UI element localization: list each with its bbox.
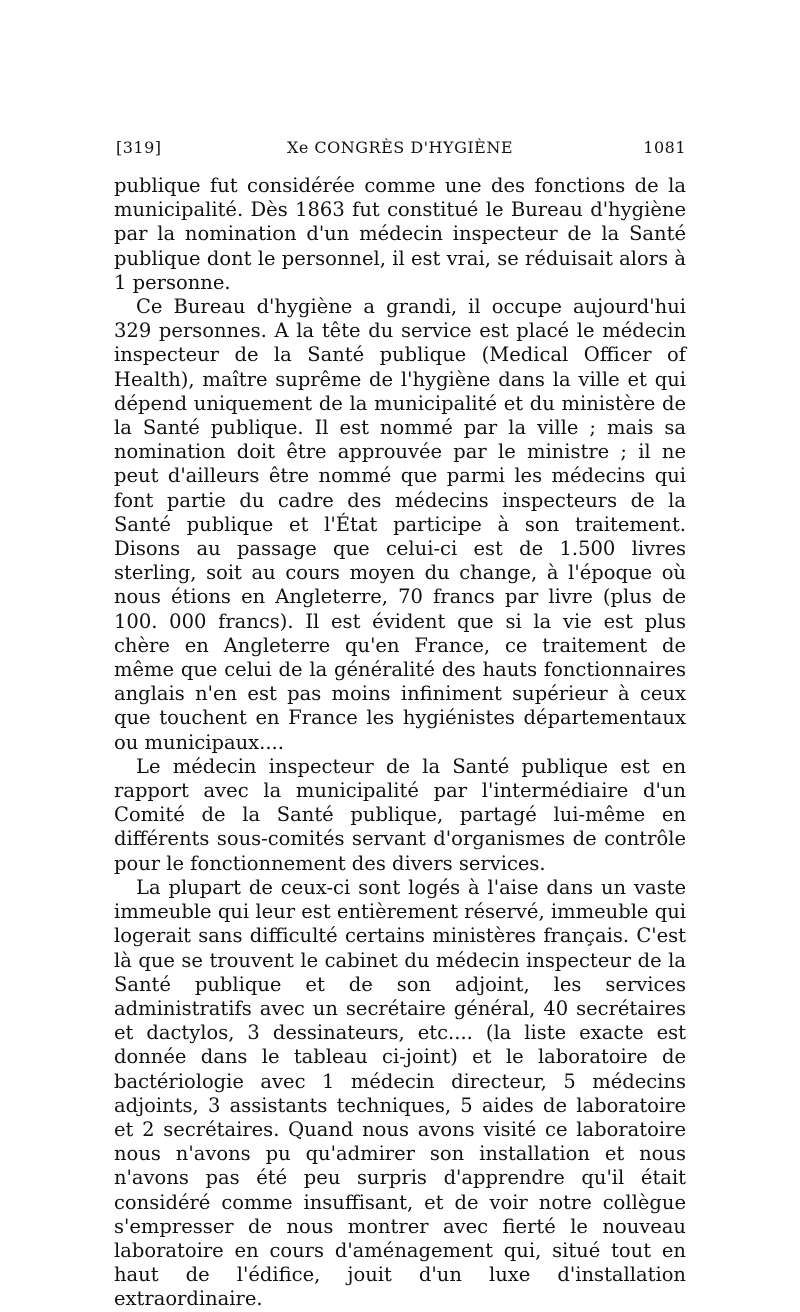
paragraph-4: La plupart de ceux-ci sont logés à l'aise dans un vaste immeuble qui leur est entièrement réservé, immeuble qui logerait sans difficulté certains ministères français. C'est là que se trouvent le cabinet du médecin inspecteur de la Santé publique et de son adjoint, les services administratifs avec un secrétaire général, 40 secrétaires et dactylos, 3 dessinateurs, etc.... (la liste exacte est donnée dans le tableau ci-joint) et le laboratoire de bactériologie avec 1 médecin directeur, 5 médecins adjoints, 3 assistants techniques, 5 aides de laboratoire et 2 secrétaires. Quand nous avons visité ce laboratoire nous n'avons pu qu'admirer son installation et nous n'avons pas été peu surpris d'apprendre qu'il était considéré comme insuffisant, et de voir notre collègue s'empresser de nous montrer avec fierté le nouveau laboratoire en cours d'aménagement qui, situé tout en haut de l'édifice, jouit d'un luxe d'installation extraordinaire. bbox=[114, 875, 686, 1311]
book-page bbox=[114, 138, 686, 1312]
running-header bbox=[114, 138, 686, 174]
paragraph-1: publique fut considérée comme une des fonctions de la municipalité. Dès 1863 fut constitué le Bureau d'hygiène par la nomination d'un médecin inspecteur de la Santé publique dont le personnel, il est vrai, se réduisait alors à 1 personne. bbox=[114, 174, 686, 294]
body-text bbox=[114, 174, 686, 1312]
paragraph-3: Le médecin inspecteur de la Santé publique est en rapport avec la municipalité par l'intermédiaire d'un Comité de la Santé publique, partagé lui-même en différents sous-comités servant d'organismes de contrôle pour le fonctionnement des divers services. bbox=[114, 754, 686, 875]
page-number: 1081 bbox=[643, 138, 686, 157]
running-title: Xe CONGRÈS D'HYGIÈNE bbox=[286, 138, 514, 157]
paragraph-2: Ce Bureau d'hygiène a grandi, il occupe aujourd'hui 329 personnes. A la tête du service est placé le médecin inspecteur de la Santé publique (Medical Officer of Health), maître suprême de l'hygiène dans la ville et qui dépend uniquement de la municipalité et du ministère de la Santé publique. Il est nommé par la ville ; mais sa nomination doit être approuvée par le ministre ; il ne peut d'ailleurs être nommé que parmi les médecins qui font partie du cadre des médecins inspecteurs de la Santé publique et l'État participe à son traitement. Disons au passage que celui-ci est de 1.500 livres sterling, soit au cours moyen du change, à l'époque où nous étions en Angleterre, 70 francs par livre (plus de 100. 000 francs). Il est évident que si la vie est plus chère en Angleterre qu'en France, ce traitement de même que celui de la généralité des hauts fonctionnaires anglais n'en est pas moins infiniment supérieur à ceux que touchent en France les hygiénistes départementaux ou municipaux.... bbox=[114, 295, 686, 754]
page-reference: [319] bbox=[116, 138, 162, 157]
